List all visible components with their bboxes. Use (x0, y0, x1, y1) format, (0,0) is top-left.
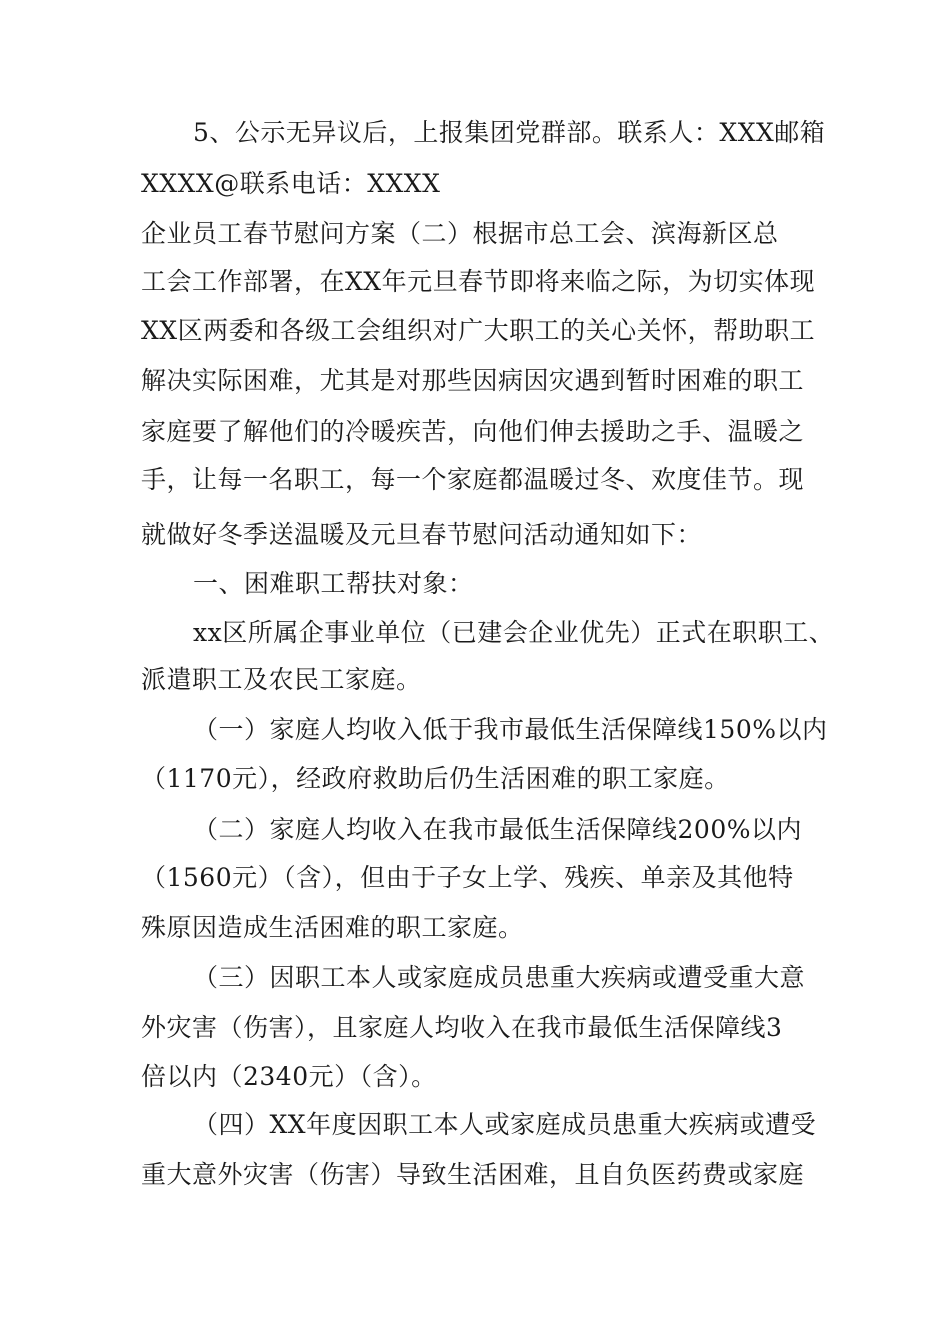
section-heading: 一、困难职工帮扶对象： (193, 569, 474, 598)
text-line: （1560元）（含），但由于子女上学、残疾、单亲及其他特 (141, 863, 794, 892)
text-line: XXXX@联系电话：XXXX (141, 169, 441, 198)
text-line: 重大意外灾害（伤害）导致生活困难，且自负医药费或家庭 (141, 1160, 805, 1189)
text-line: xx区所属企事业单位（已建会企业优先）正式在职职工、 (193, 618, 835, 647)
text-line: 工会工作部署，在XX年元旦春节即将来临之际，为切实体现 (141, 267, 816, 296)
text-line: 外灾害（伤害），且家庭人均收入在我市最低生活保障线3 (141, 1013, 783, 1042)
text-line: 殊原因造成生活困难的职工家庭。 (141, 913, 524, 942)
text-line: 派遣职工及农民工家庭。 (141, 665, 422, 694)
text-line: 就做好冬季送温暖及元旦春节慰问活动通知如下： (141, 520, 703, 549)
list-item: （四）XX年度因职工本人或家庭成员患重大疾病或遭受 (193, 1110, 817, 1139)
list-item: （三）因职工本人或家庭成员患重大疾病或遭受重大意 (193, 963, 806, 992)
list-item: （一）家庭人均收入低于我市最低生活保障线150%以内 (193, 715, 828, 744)
text-line: （1170元），经政府救助后仍生活困难的职工家庭。 (141, 764, 730, 793)
text-line: 解决实际困难，尤其是对那些因病因灾遇到暂时困难的职工 (141, 366, 805, 395)
text-line: 企业员工春节慰问方案（二）根据市总工会、滨海新区总 (141, 219, 779, 248)
text-line: 家庭要了解他们的冷暖疾苦，向他们伸去援助之手、温暖之 (141, 417, 805, 446)
text-line: XX区两委和各级工会组织对广大职工的关心关怀，帮助职工 (141, 316, 816, 345)
list-item: （二）家庭人均收入在我市最低生活保障线200%以内 (193, 815, 802, 844)
text-line: 5、公示无异议后，上报集团党群部。联系人：XXX邮箱 (193, 118, 826, 147)
text-line: 倍以内（2340元）（含）。 (141, 1062, 437, 1091)
text-line: 手，让每一名职工，每一个家庭都温暖过冬、欢度佳节。现 (141, 465, 805, 494)
